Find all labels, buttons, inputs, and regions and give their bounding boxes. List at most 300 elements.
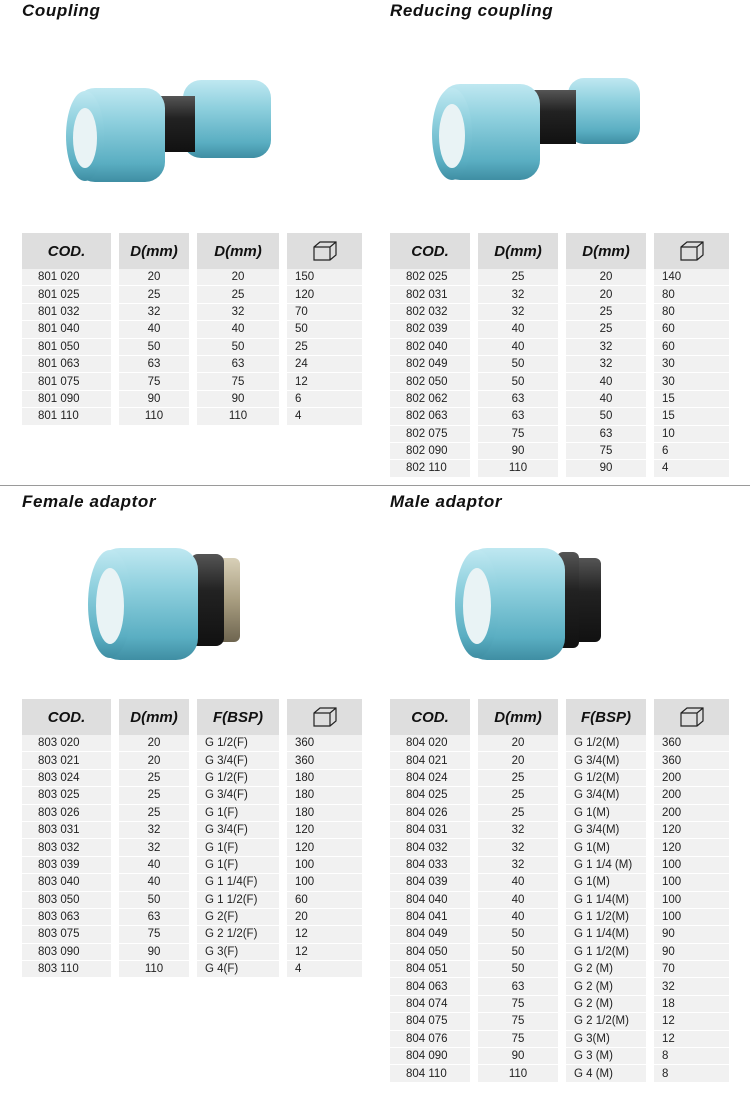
- cell-quantity: 120: [654, 822, 729, 839]
- cell-thread: G 2 1/2(M): [566, 1013, 646, 1030]
- header-cod: COD.: [22, 699, 111, 735]
- cell-thread: G 2 (M): [566, 996, 646, 1013]
- cell-diameter: 32: [119, 304, 189, 321]
- table-row: [22, 805, 362, 822]
- cell-code: 804 033: [390, 857, 470, 874]
- cell-quantity: 8: [654, 1048, 729, 1065]
- cell-thread: G 3/4(M): [566, 822, 646, 839]
- cell-code: 802 050: [390, 373, 470, 390]
- table-row: [390, 909, 729, 926]
- table-row: [390, 460, 729, 477]
- cell-quantity: 120: [287, 822, 362, 839]
- header-d2: D(mm): [566, 233, 646, 269]
- cell-quantity: 70: [287, 304, 362, 321]
- cell-thread: G 1(F): [197, 857, 279, 874]
- cell-code: 803 039: [22, 857, 111, 874]
- section-divider: [0, 485, 750, 486]
- cell-diameter: 32: [119, 839, 189, 856]
- cell-thread: G 1 1/4(M): [566, 926, 646, 943]
- cell-diameter: 40: [478, 339, 558, 356]
- cell-diameter: 32: [478, 822, 558, 839]
- table-row: [390, 1013, 729, 1030]
- reducing-coupling-photo: [420, 62, 650, 192]
- cell-quantity: 200: [654, 805, 729, 822]
- header-d1: D(mm): [478, 233, 558, 269]
- cell-diameter: 110: [478, 460, 558, 477]
- cell-thread: G 1(F): [197, 805, 279, 822]
- cell-diameter: 40: [478, 321, 558, 338]
- cell-code: 804 051: [390, 961, 470, 978]
- cell-diameter: 32: [478, 857, 558, 874]
- cell-diameter-2: 40: [566, 373, 646, 390]
- header-d1: D(mm): [119, 233, 189, 269]
- cell-quantity: 30: [654, 373, 729, 390]
- cell-quantity: 100: [654, 857, 729, 874]
- cell-code: 804 090: [390, 1048, 470, 1065]
- cell-thread: G 1 1/2(M): [566, 944, 646, 961]
- male-adaptor-photo: [445, 540, 625, 670]
- cell-code: 802 025: [390, 269, 470, 286]
- cell-diameter: 20: [119, 752, 189, 769]
- cell-thread: G 1/2(F): [197, 735, 279, 752]
- cell-thread: G 1 1/4 (M): [566, 857, 646, 874]
- cell-code: 804 039: [390, 874, 470, 891]
- cell-code: 804 032: [390, 839, 470, 856]
- cell-quantity: 140: [654, 269, 729, 286]
- cell-diameter: 50: [119, 339, 189, 356]
- cell-diameter-2: 110: [197, 408, 279, 425]
- cell-thread: G 3/4(F): [197, 752, 279, 769]
- table-row: [22, 735, 362, 752]
- cell-diameter: 25: [119, 770, 189, 787]
- table-row: [22, 304, 362, 321]
- cell-thread: G 2 (M): [566, 961, 646, 978]
- cell-code: 802 075: [390, 426, 470, 443]
- cell-code: 803 090: [22, 944, 111, 961]
- cell-quantity: 120: [287, 839, 362, 856]
- cell-code: 803 110: [22, 961, 111, 978]
- cell-code: 804 075: [390, 1013, 470, 1030]
- cell-thread: G 3(F): [197, 944, 279, 961]
- table-row: [22, 286, 362, 303]
- section-title-female-adaptor: Female adaptor: [22, 492, 157, 511]
- cell-quantity: 200: [654, 787, 729, 804]
- cell-code: 803 050: [22, 892, 111, 909]
- cell-diameter: 25: [119, 787, 189, 804]
- section-title-reducing-coupling: Reducing coupling: [390, 1, 554, 20]
- cell-diameter: 75: [478, 1031, 558, 1048]
- table-row: [390, 996, 729, 1013]
- cell-quantity: 15: [654, 391, 729, 408]
- cell-quantity: 24: [287, 356, 362, 373]
- cell-code: 804 025: [390, 787, 470, 804]
- cell-quantity: 15: [654, 408, 729, 425]
- cell-diameter-2: 25: [566, 321, 646, 338]
- cell-thread: G 1 1/2(M): [566, 909, 646, 926]
- table-row: [22, 408, 362, 425]
- cell-quantity: 100: [287, 857, 362, 874]
- cell-diameter: 25: [478, 269, 558, 286]
- table-row: [390, 1048, 729, 1065]
- cell-quantity: 12: [287, 926, 362, 943]
- cell-code: 802 032: [390, 304, 470, 321]
- table-row: [22, 373, 362, 390]
- cell-quantity: 150: [287, 269, 362, 286]
- cell-diameter: 40: [119, 321, 189, 338]
- cell-diameter-2: 25: [566, 304, 646, 321]
- table-row: [22, 909, 362, 926]
- table-row: [390, 857, 729, 874]
- cell-diameter-2: 63: [566, 426, 646, 443]
- header-cod: COD.: [390, 699, 470, 735]
- cell-code: 801 020: [22, 269, 111, 286]
- cell-code: 804 031: [390, 822, 470, 839]
- cell-diameter: 40: [478, 909, 558, 926]
- coupling-photo: [55, 60, 285, 190]
- cell-code: 801 110: [22, 408, 111, 425]
- cell-thread: G 1/2(M): [566, 735, 646, 752]
- cell-diameter: 50: [119, 892, 189, 909]
- cell-diameter: 20: [478, 735, 558, 752]
- cell-code: 802 031: [390, 286, 470, 303]
- cell-code: 803 020: [22, 735, 111, 752]
- cell-thread: G 3/4(M): [566, 752, 646, 769]
- cell-quantity: 90: [654, 944, 729, 961]
- cell-code: 804 024: [390, 770, 470, 787]
- cell-quantity: 6: [654, 443, 729, 460]
- table-row: [390, 770, 729, 787]
- cell-diameter-2: 20: [197, 269, 279, 286]
- cell-thread: G 4(F): [197, 961, 279, 978]
- cell-diameter-2: 50: [197, 339, 279, 356]
- cell-diameter-2: 20: [566, 269, 646, 286]
- cell-thread: G 3 (M): [566, 1048, 646, 1065]
- cell-diameter: 40: [478, 874, 558, 891]
- table-row: [390, 391, 729, 408]
- cell-diameter: 25: [119, 805, 189, 822]
- cell-diameter-2: 32: [197, 304, 279, 321]
- cell-diameter: 90: [119, 391, 189, 408]
- table-row: [22, 822, 362, 839]
- cell-quantity: 6: [287, 391, 362, 408]
- table-row: [390, 735, 729, 752]
- cell-code: 804 049: [390, 926, 470, 943]
- cell-diameter: 110: [478, 1065, 558, 1082]
- table-row: [390, 926, 729, 943]
- section-title-male-adaptor: Male adaptor: [390, 492, 503, 511]
- cell-diameter: 25: [478, 787, 558, 804]
- cell-quantity: 100: [287, 874, 362, 891]
- header-bsp: F(BSP): [566, 699, 646, 735]
- table-row: [22, 752, 362, 769]
- cell-diameter: 90: [478, 443, 558, 460]
- cell-code: 802 110: [390, 460, 470, 477]
- cell-quantity: 90: [654, 926, 729, 943]
- cell-code: 804 040: [390, 892, 470, 909]
- table-row: [390, 752, 729, 769]
- cell-code: 802 063: [390, 408, 470, 425]
- cell-quantity: 80: [654, 286, 729, 303]
- cell-code: 803 024: [22, 770, 111, 787]
- header-d: D(mm): [478, 699, 558, 735]
- table-row: [22, 770, 362, 787]
- cell-quantity: 360: [654, 735, 729, 752]
- cell-code: 804 026: [390, 805, 470, 822]
- cell-thread: G 1(M): [566, 874, 646, 891]
- table-row: [22, 321, 362, 338]
- cell-diameter: 20: [119, 735, 189, 752]
- cell-quantity: 4: [287, 961, 362, 978]
- cell-diameter: 50: [478, 961, 558, 978]
- cell-diameter: 32: [119, 822, 189, 839]
- table-row: [390, 1031, 729, 1048]
- cell-quantity: 180: [287, 805, 362, 822]
- box-quantity-icon: [654, 233, 729, 269]
- cell-quantity: 50: [287, 321, 362, 338]
- section-title-coupling: Coupling: [22, 1, 101, 20]
- cell-diameter-2: 50: [566, 408, 646, 425]
- table-row: [22, 339, 362, 356]
- cell-diameter: 110: [119, 408, 189, 425]
- cell-diameter: 25: [119, 286, 189, 303]
- table-row: [390, 356, 729, 373]
- cell-code: 803 031: [22, 822, 111, 839]
- cell-quantity: 18: [654, 996, 729, 1013]
- cell-diameter-2: 40: [566, 391, 646, 408]
- cell-code: 804 020: [390, 735, 470, 752]
- table-row: [22, 269, 362, 286]
- cell-thread: G 1 1/2(F): [197, 892, 279, 909]
- cell-diameter-2: 32: [566, 356, 646, 373]
- cell-diameter: 32: [478, 839, 558, 856]
- cell-diameter-2: 20: [566, 286, 646, 303]
- header-d2: D(mm): [197, 233, 279, 269]
- cell-diameter: 90: [478, 1048, 558, 1065]
- cell-thread: G 1/2(F): [197, 770, 279, 787]
- cell-thread: G 1 1/4(M): [566, 892, 646, 909]
- cell-diameter: 50: [478, 356, 558, 373]
- table-row: [390, 321, 729, 338]
- cell-diameter: 25: [478, 805, 558, 822]
- cell-diameter: 63: [119, 909, 189, 926]
- cell-quantity: 120: [287, 286, 362, 303]
- cell-quantity: 180: [287, 787, 362, 804]
- cell-code: 801 075: [22, 373, 111, 390]
- cell-quantity: 360: [287, 752, 362, 769]
- cell-code: 802 062: [390, 391, 470, 408]
- table-row: [22, 926, 362, 943]
- cell-thread: G 4 (M): [566, 1065, 646, 1082]
- cell-code: 804 021: [390, 752, 470, 769]
- cell-diameter: 40: [478, 892, 558, 909]
- female-adaptor-table: [22, 699, 362, 978]
- table-row: [22, 944, 362, 961]
- cell-quantity: 12: [287, 373, 362, 390]
- table-row: [390, 805, 729, 822]
- cell-diameter: 32: [478, 286, 558, 303]
- cell-diameter: 75: [119, 373, 189, 390]
- cell-diameter: 20: [119, 269, 189, 286]
- cell-thread: G 1(F): [197, 839, 279, 856]
- cell-code: 804 074: [390, 996, 470, 1013]
- cell-code: 801 025: [22, 286, 111, 303]
- cell-quantity: 70: [654, 961, 729, 978]
- cell-quantity: 60: [654, 339, 729, 356]
- cell-code: 802 040: [390, 339, 470, 356]
- cell-code: 801 040: [22, 321, 111, 338]
- table-row: [390, 286, 729, 303]
- cell-code: 802 049: [390, 356, 470, 373]
- cell-code: 804 041: [390, 909, 470, 926]
- cell-quantity: 100: [654, 892, 729, 909]
- cell-quantity: 12: [654, 1031, 729, 1048]
- header-d: D(mm): [119, 699, 189, 735]
- cell-quantity: 100: [654, 874, 729, 891]
- cell-diameter: 40: [119, 857, 189, 874]
- table-row: [390, 269, 729, 286]
- box-quantity-icon: [287, 699, 362, 735]
- cell-diameter: 50: [478, 926, 558, 943]
- table-row: [22, 839, 362, 856]
- cell-quantity: 360: [654, 752, 729, 769]
- cell-quantity: 100: [654, 909, 729, 926]
- cell-code: 803 063: [22, 909, 111, 926]
- cell-diameter: 63: [478, 408, 558, 425]
- cell-quantity: 60: [654, 321, 729, 338]
- cell-code: 803 032: [22, 839, 111, 856]
- cell-diameter: 90: [119, 944, 189, 961]
- table-row: [22, 787, 362, 804]
- header-cod: COD.: [390, 233, 470, 269]
- cell-quantity: 60: [287, 892, 362, 909]
- cell-code: 804 050: [390, 944, 470, 961]
- cell-quantity: 120: [654, 839, 729, 856]
- cell-diameter: 63: [119, 356, 189, 373]
- table-row: [22, 874, 362, 891]
- cell-diameter-2: 63: [197, 356, 279, 373]
- cell-diameter-2: 25: [197, 286, 279, 303]
- reducing-coupling-table: [390, 233, 729, 478]
- cell-code: 803 026: [22, 805, 111, 822]
- cell-thread: G 2 (M): [566, 978, 646, 995]
- cell-quantity: 200: [654, 770, 729, 787]
- cell-quantity: 80: [654, 304, 729, 321]
- table-row: [390, 892, 729, 909]
- cell-code: 804 110: [390, 1065, 470, 1082]
- cell-code: 803 040: [22, 874, 111, 891]
- cell-code: 801 032: [22, 304, 111, 321]
- cell-quantity: 30: [654, 356, 729, 373]
- cell-code: 802 090: [390, 443, 470, 460]
- cell-diameter-2: 32: [566, 339, 646, 356]
- cell-code: 804 076: [390, 1031, 470, 1048]
- table-row: [390, 443, 729, 460]
- coupling-table: [22, 233, 362, 426]
- table-row: [22, 857, 362, 874]
- header-bsp: F(BSP): [197, 699, 279, 735]
- cell-quantity: 10: [654, 426, 729, 443]
- cell-thread: G 3/4(F): [197, 787, 279, 804]
- cell-thread: G 1/2(M): [566, 770, 646, 787]
- cell-diameter: 20: [478, 752, 558, 769]
- cell-diameter-2: 75: [197, 373, 279, 390]
- table-row: [390, 1065, 729, 1082]
- cell-quantity: 4: [287, 408, 362, 425]
- cell-thread: G 2 1/2(F): [197, 926, 279, 943]
- table-row: [390, 787, 729, 804]
- table-row: [22, 961, 362, 978]
- box-quantity-icon: [654, 699, 729, 735]
- table-row: [390, 978, 729, 995]
- table-row: [390, 304, 729, 321]
- cell-quantity: 20: [287, 909, 362, 926]
- cell-diameter-2: 90: [566, 460, 646, 477]
- table-row: [390, 839, 729, 856]
- cell-thread: G 3/4(M): [566, 787, 646, 804]
- cell-code: 801 063: [22, 356, 111, 373]
- table-row: [390, 339, 729, 356]
- cell-diameter: 63: [478, 391, 558, 408]
- cell-thread: G 2(F): [197, 909, 279, 926]
- cell-code: 801 050: [22, 339, 111, 356]
- table-row: [390, 961, 729, 978]
- table-row: [390, 373, 729, 390]
- table-row: [390, 944, 729, 961]
- table-row: [390, 408, 729, 425]
- cell-diameter-2: 40: [197, 321, 279, 338]
- cell-quantity: 4: [654, 460, 729, 477]
- table-row: [390, 822, 729, 839]
- cell-diameter-2: 75: [566, 443, 646, 460]
- table-row: [22, 356, 362, 373]
- cell-diameter-2: 90: [197, 391, 279, 408]
- cell-code: 803 075: [22, 926, 111, 943]
- cell-diameter: 75: [478, 1013, 558, 1030]
- cell-diameter: 25: [478, 770, 558, 787]
- cell-diameter: 32: [478, 304, 558, 321]
- cell-code: 803 025: [22, 787, 111, 804]
- cell-diameter: 75: [478, 426, 558, 443]
- cell-diameter: 75: [119, 926, 189, 943]
- table-row: [390, 426, 729, 443]
- cell-thread: G 1(M): [566, 839, 646, 856]
- cell-code: 802 039: [390, 321, 470, 338]
- cell-diameter: 40: [119, 874, 189, 891]
- cell-thread: G 1 1/4(F): [197, 874, 279, 891]
- table-row: [22, 391, 362, 408]
- cell-quantity: 12: [654, 1013, 729, 1030]
- female-adaptor-photo: [78, 540, 258, 670]
- table-row: [22, 892, 362, 909]
- cell-code: 803 021: [22, 752, 111, 769]
- cell-code: 801 090: [22, 391, 111, 408]
- cell-quantity: 12: [287, 944, 362, 961]
- cell-quantity: 25: [287, 339, 362, 356]
- table-row: [390, 874, 729, 891]
- cell-quantity: 8: [654, 1065, 729, 1082]
- cell-quantity: 360: [287, 735, 362, 752]
- cell-diameter: 110: [119, 961, 189, 978]
- cell-diameter: 63: [478, 978, 558, 995]
- cell-thread: G 1(M): [566, 805, 646, 822]
- cell-quantity: 180: [287, 770, 362, 787]
- cell-thread: G 3(M): [566, 1031, 646, 1048]
- male-adaptor-table: [390, 699, 729, 1083]
- cell-diameter: 50: [478, 944, 558, 961]
- cell-thread: G 3/4(F): [197, 822, 279, 839]
- cell-code: 804 063: [390, 978, 470, 995]
- cell-diameter: 50: [478, 373, 558, 390]
